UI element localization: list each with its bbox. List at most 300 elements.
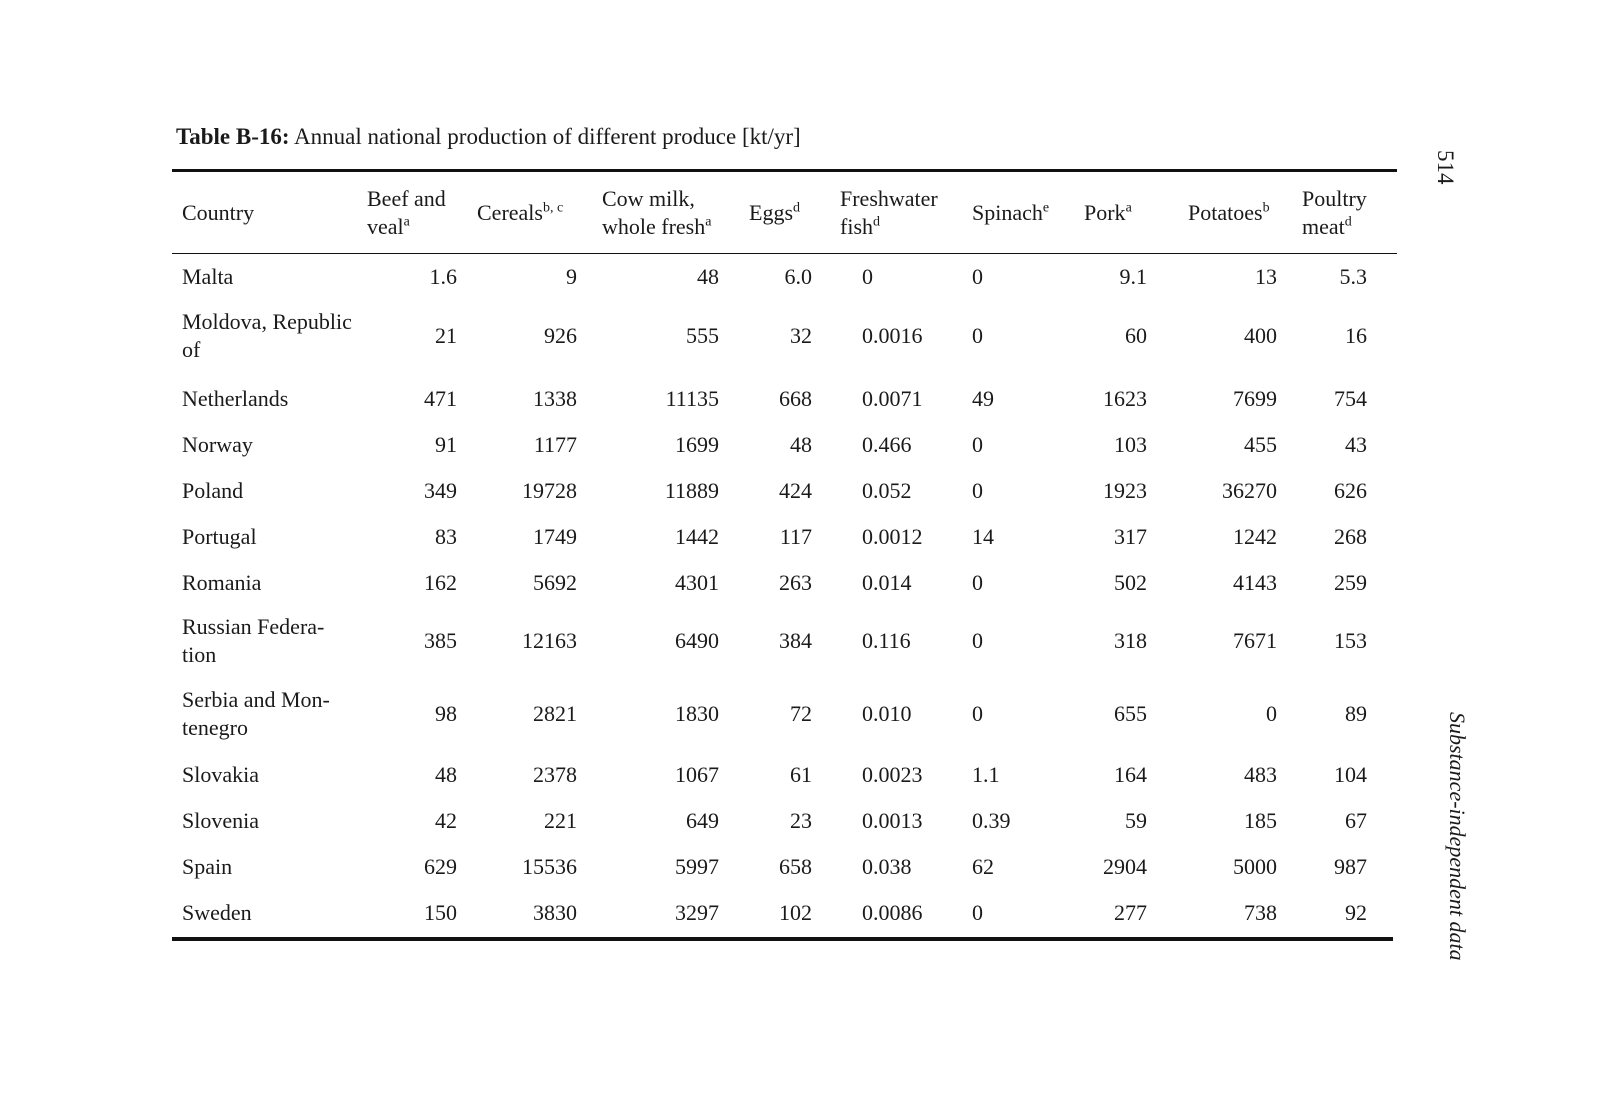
cell-text: 5.3 [1339,263,1367,289]
value-cell-poultry-meat [1292,844,1367,890]
value-cell-poultry-meat [1292,514,1367,560]
cell-text: 0 [1266,701,1277,726]
value-cell-eggs [732,296,812,376]
value-cell-cow-milk-whole-fresh [592,376,719,422]
value-cell-freshwater-fish [862,376,972,422]
cell-text: 483 [1244,762,1277,787]
value-cell-eggs [732,376,812,422]
value-cell-freshwater-fish [862,468,972,514]
value-cell-potatoes [1162,422,1277,468]
cell-text: 83 [435,524,457,549]
value-cell-pork [1062,606,1147,676]
footnote-marker: a [1125,200,1132,216]
cell-text: 150 [424,900,457,925]
value-cell-beef-and-veal [352,844,457,890]
cell-text: 21 [435,323,457,348]
value-cell-cow-milk-whole-fresh [592,798,719,844]
cell-text: 455 [1244,432,1277,457]
value-cell-potatoes [1162,257,1277,296]
value-cell-cow-milk-whole-fresh [592,422,719,468]
cell-text: Slovenia [182,808,259,833]
value-cell-cereals [472,890,577,936]
table-row [172,376,1397,422]
value-cell-freshwater-fish [862,296,972,376]
column-header-label: Potatoes [1188,199,1263,225]
value-cell-potatoes [1162,676,1277,752]
value-cell-beef-and-veal [352,514,457,560]
country-cell [182,257,352,296]
value-cell-potatoes [1162,844,1277,890]
value-cell-pork [1062,752,1147,798]
country-cell [182,606,352,676]
value-cell-spinach [972,422,1062,468]
cell-text: 754 [1334,386,1367,411]
value-cell-spinach [972,514,1062,560]
footnote-marker: b [1262,200,1270,216]
value-cell-spinach [972,560,1062,606]
cell-text: 926 [544,323,577,348]
column-header-label: Poultry meat [1302,185,1367,239]
cell-text: 0 [972,478,983,503]
cell-text: 0 [972,570,983,595]
column-header-label: Freshwater fish [840,185,938,239]
table-row [172,560,1397,606]
cell-text: 424 [779,478,812,503]
column-header-cow-milk-whole-fresh [602,172,732,253]
value-cell-potatoes [1162,468,1277,514]
cell-text: 0 [972,263,983,289]
value-cell-cereals [472,606,577,676]
cell-text: 0.014 [862,570,912,595]
value-cell-spinach [972,890,1062,936]
cell-text: 0 [862,263,873,289]
table-row [172,257,1397,296]
cell-text: 263 [779,570,812,595]
value-cell-freshwater-fish [862,752,972,798]
cell-text: 277 [1114,900,1147,925]
cell-text: 0 [972,900,983,925]
cell-text: 221 [544,808,577,833]
value-cell-poultry-meat [1292,560,1367,606]
cell-text: 1.1 [972,762,1000,787]
cell-text: 62 [972,854,994,879]
cell-text: 1.6 [429,263,457,289]
cell-text: 626 [1334,478,1367,503]
cell-text: 15536 [522,854,577,879]
cell-text: 0.0012 [862,524,923,549]
cell-text: 655 [1114,701,1147,726]
cell-text: 0 [972,628,983,653]
value-cell-beef-and-veal [352,606,457,676]
cell-text: 48 [790,432,812,457]
value-cell-spinach [972,752,1062,798]
cell-text: 23 [790,808,812,833]
value-cell-beef-and-veal [352,422,457,468]
cell-text: 0.010 [862,701,912,726]
cell-text: 3830 [533,900,577,925]
value-cell-eggs [732,752,812,798]
column-header-freshwater-fish [840,172,960,253]
value-cell-potatoes [1162,798,1277,844]
production-table [172,172,1397,936]
table-body [172,253,1397,936]
cell-text: 385 [424,628,457,653]
footnote-marker: a [705,214,712,230]
value-cell-poultry-meat [1292,798,1367,844]
cell-text: 1699 [675,432,719,457]
cell-text: 12163 [522,628,577,653]
footnote-marker: e [1042,200,1050,216]
value-cell-pork [1062,257,1147,296]
value-cell-pork [1062,468,1147,514]
table-row [172,798,1397,844]
cell-text: 42 [435,808,457,833]
column-header-label: Cow milk, whole fresh [602,185,706,239]
footnote-marker: d [793,200,800,216]
page-number: 514 [1433,150,1458,185]
column-header-label: Country [182,199,255,225]
country-cell [182,422,352,468]
cell-text: 268 [1334,524,1367,549]
cell-text: 0.0023 [862,762,923,787]
cell-text: 0.0071 [862,386,923,411]
cell-text: 7699 [1233,386,1277,411]
cell-text: 19728 [522,478,577,503]
table-row [172,422,1397,468]
table-row [172,752,1397,798]
value-cell-poultry-meat [1292,296,1367,376]
value-cell-cow-milk-whole-fresh [592,296,719,376]
column-header-pork [1084,172,1164,253]
cell-text: 1749 [533,524,577,549]
value-cell-cereals [472,560,577,606]
value-cell-eggs [732,844,812,890]
value-cell-cereals [472,422,577,468]
value-cell-poultry-meat [1292,752,1367,798]
cell-text: 6.0 [784,263,812,289]
cell-text: 7671 [1233,628,1277,653]
value-cell-spinach [972,676,1062,752]
cell-text: 318 [1114,628,1147,653]
cell-text: 0 [972,323,983,348]
value-cell-cow-milk-whole-fresh [592,676,719,752]
cell-text: 104 [1334,762,1367,787]
value-cell-cow-milk-whole-fresh [592,844,719,890]
value-cell-potatoes [1162,296,1277,376]
footnote-marker: b, c [542,200,564,216]
value-cell-spinach [972,376,1062,422]
cell-text: 2378 [533,762,577,787]
value-cell-freshwater-fish [862,798,972,844]
value-cell-eggs [732,890,812,936]
table-row [172,676,1397,752]
cell-text: 3297 [675,900,719,925]
value-cell-poultry-meat [1292,257,1367,296]
value-cell-pork [1062,560,1147,606]
value-cell-potatoes [1162,890,1277,936]
cell-text: 36270 [1222,478,1277,503]
column-header-label: Beef and veal [367,185,446,239]
cell-text: 1338 [533,386,577,411]
table-label: Table B-16: [176,124,290,149]
cell-text: 0.0086 [862,900,923,925]
cell-text: 668 [779,386,812,411]
value-cell-poultry-meat [1292,676,1367,752]
cell-text: 48 [697,263,719,289]
cell-text: Russian Federa- tion [182,614,325,667]
value-cell-pork [1062,514,1147,560]
value-cell-pork [1062,844,1147,890]
table-row [172,468,1397,514]
cell-text: 89 [1345,701,1367,726]
country-cell [182,676,352,752]
cell-text: Malta [182,263,234,289]
value-cell-cereals [472,257,577,296]
value-cell-eggs [732,257,812,296]
country-cell [182,468,352,514]
country-cell [182,798,352,844]
value-cell-cereals [472,296,577,376]
value-cell-freshwater-fish [862,422,972,468]
value-cell-eggs [732,560,812,606]
value-cell-potatoes [1162,514,1277,560]
value-cell-poultry-meat [1292,606,1367,676]
value-cell-beef-and-veal [352,752,457,798]
cell-text: Poland [182,478,244,503]
value-cell-poultry-meat [1292,422,1367,468]
value-cell-beef-and-veal [352,890,457,936]
value-cell-beef-and-veal [352,296,457,376]
cell-text: 400 [1244,323,1277,348]
value-cell-pork [1062,296,1147,376]
cell-text: 5997 [675,854,719,879]
cell-text: Netherlands [182,386,289,411]
country-cell [182,376,352,422]
cell-text: 0.116 [862,628,911,653]
value-cell-cereals [472,844,577,890]
table-row [172,296,1397,376]
cell-text: 629 [424,854,457,879]
country-cell [182,514,352,560]
cell-text: 0.0016 [862,323,923,348]
value-cell-pork [1062,422,1147,468]
cell-text: 349 [424,478,457,503]
country-cell [182,752,352,798]
cell-text: 1923 [1103,478,1147,503]
cell-text: 5692 [533,570,577,595]
cell-text: 92 [1345,900,1367,925]
cell-text: Slovakia [182,762,259,787]
cell-text: 185 [1244,808,1277,833]
value-cell-cow-milk-whole-fresh [592,560,719,606]
cell-text: 6490 [675,628,719,653]
cell-text: 91 [435,432,457,457]
table-row [172,844,1397,890]
cell-text: 4301 [675,570,719,595]
running-head: Substance-independent data [1445,712,1470,961]
value-cell-eggs [732,606,812,676]
value-cell-pork [1062,376,1147,422]
country-cell [182,560,352,606]
column-header-label: Eggs [749,199,793,225]
cell-text: 1830 [675,701,719,726]
column-header-cereals [477,172,587,253]
value-cell-pork [1062,676,1147,752]
cell-text: 0.052 [862,478,912,503]
cell-text: 259 [1334,570,1367,595]
value-cell-cereals [472,676,577,752]
value-cell-cow-milk-whole-fresh [592,606,719,676]
value-cell-beef-and-veal [352,376,457,422]
cell-text: 471 [424,386,457,411]
value-cell-freshwater-fish [862,560,972,606]
cell-text: 61 [790,762,812,787]
cell-text: 0 [972,432,983,457]
value-cell-beef-and-veal [352,468,457,514]
cell-text: 60 [1125,323,1147,348]
cell-text: 0.038 [862,854,912,879]
value-cell-beef-and-veal [352,560,457,606]
cell-text: Moldova, Republic of [182,309,352,362]
cell-text: 384 [779,628,812,653]
cell-text: 16 [1345,323,1367,348]
value-cell-cereals [472,514,577,560]
table-caption [176,124,801,150]
cell-text: 1242 [1233,524,1277,549]
value-cell-spinach [972,844,1062,890]
column-header-beef-and-veal [367,172,467,253]
cell-text: 72 [790,701,812,726]
value-cell-beef-and-veal [352,257,457,296]
value-cell-spinach [972,257,1062,296]
cell-text: 13 [1255,263,1277,289]
value-cell-freshwater-fish [862,606,972,676]
cell-text: 2904 [1103,854,1147,879]
value-cell-potatoes [1162,752,1277,798]
value-cell-beef-and-veal [352,676,457,752]
cell-text: Spain [182,854,233,879]
country-cell [182,296,352,376]
column-header-country [182,172,352,253]
value-cell-cereals [472,798,577,844]
cell-text: 9 [566,263,577,289]
cell-text: 162 [424,570,457,595]
cell-text: 738 [1244,900,1277,925]
cell-text: 164 [1114,762,1147,787]
cell-text: 4143 [1233,570,1277,595]
cell-text: 43 [1345,432,1367,457]
value-cell-cow-milk-whole-fresh [592,752,719,798]
column-header-poultry-meat [1302,172,1382,253]
value-cell-cereals [472,468,577,514]
value-cell-freshwater-fish [862,844,972,890]
cell-text: 1442 [675,524,719,549]
value-cell-cow-milk-whole-fresh [592,514,719,560]
cell-text: 9.1 [1119,263,1147,289]
cell-text: 658 [779,854,812,879]
value-cell-cow-milk-whole-fresh [592,257,719,296]
column-header-label: Spinach [972,199,1043,225]
value-cell-potatoes [1162,560,1277,606]
footnote-marker: d [873,214,880,230]
value-cell-spinach [972,296,1062,376]
cell-text: 49 [972,386,994,411]
cell-text: 11135 [665,386,719,411]
value-cell-eggs [732,514,812,560]
cell-text: 0.0013 [862,808,923,833]
table-bottom-rule [172,937,1393,941]
column-header-label: Pork [1084,199,1126,225]
value-cell-eggs [732,676,812,752]
value-cell-eggs [732,422,812,468]
cell-text: 1177 [533,432,577,457]
value-cell-cow-milk-whole-fresh [592,468,719,514]
cell-text: 987 [1334,854,1367,879]
value-cell-beef-and-veal [352,798,457,844]
table-row [172,514,1397,560]
table-row [172,606,1397,676]
cell-text: 117 [779,524,812,549]
value-cell-poultry-meat [1292,890,1367,936]
column-header-eggs [749,172,829,253]
cell-text: 67 [1345,808,1367,833]
cell-text: 59 [1125,808,1147,833]
cell-text: Serbia and Mon- tenegro [182,687,330,740]
cell-text: Portugal [182,524,257,549]
value-cell-freshwater-fish [862,514,972,560]
value-cell-cow-milk-whole-fresh [592,890,719,936]
cell-text: 1067 [675,762,719,787]
cell-text: 0.39 [972,808,1011,833]
value-cell-spinach [972,606,1062,676]
value-cell-spinach [972,468,1062,514]
value-cell-cereals [472,376,577,422]
value-cell-potatoes [1162,376,1277,422]
value-cell-spinach [972,798,1062,844]
table-row [172,890,1397,936]
cell-text: 0 [972,701,983,726]
column-header-label: Cereals [477,199,543,225]
cell-text: 48 [435,762,457,787]
value-cell-eggs [732,798,812,844]
value-cell-pork [1062,890,1147,936]
cell-text: 153 [1334,628,1367,653]
footnote-marker: d [1344,214,1352,230]
value-cell-freshwater-fish [862,890,972,936]
cell-text: 1623 [1103,386,1147,411]
cell-text: 103 [1114,432,1147,457]
table-title: Annual national production of different produce [kt/yr] [289,124,801,149]
value-cell-poultry-meat [1292,468,1367,514]
cell-text: 32 [790,323,812,348]
cell-text: Romania [182,570,262,595]
country-cell [182,890,352,936]
cell-text: 5000 [1233,854,1277,879]
value-cell-freshwater-fish [862,257,972,296]
cell-text: 502 [1114,570,1147,595]
cell-text: 14 [972,524,994,549]
column-header-spinach [972,172,1082,253]
value-cell-pork [1062,798,1147,844]
cell-text: Norway [182,432,253,457]
value-cell-freshwater-fish [862,676,972,752]
cell-text: 11889 [664,478,719,503]
value-cell-cereals [472,752,577,798]
cell-text: 98 [435,701,457,726]
value-cell-eggs [732,468,812,514]
table-header-row [172,172,1397,253]
country-cell [182,844,352,890]
